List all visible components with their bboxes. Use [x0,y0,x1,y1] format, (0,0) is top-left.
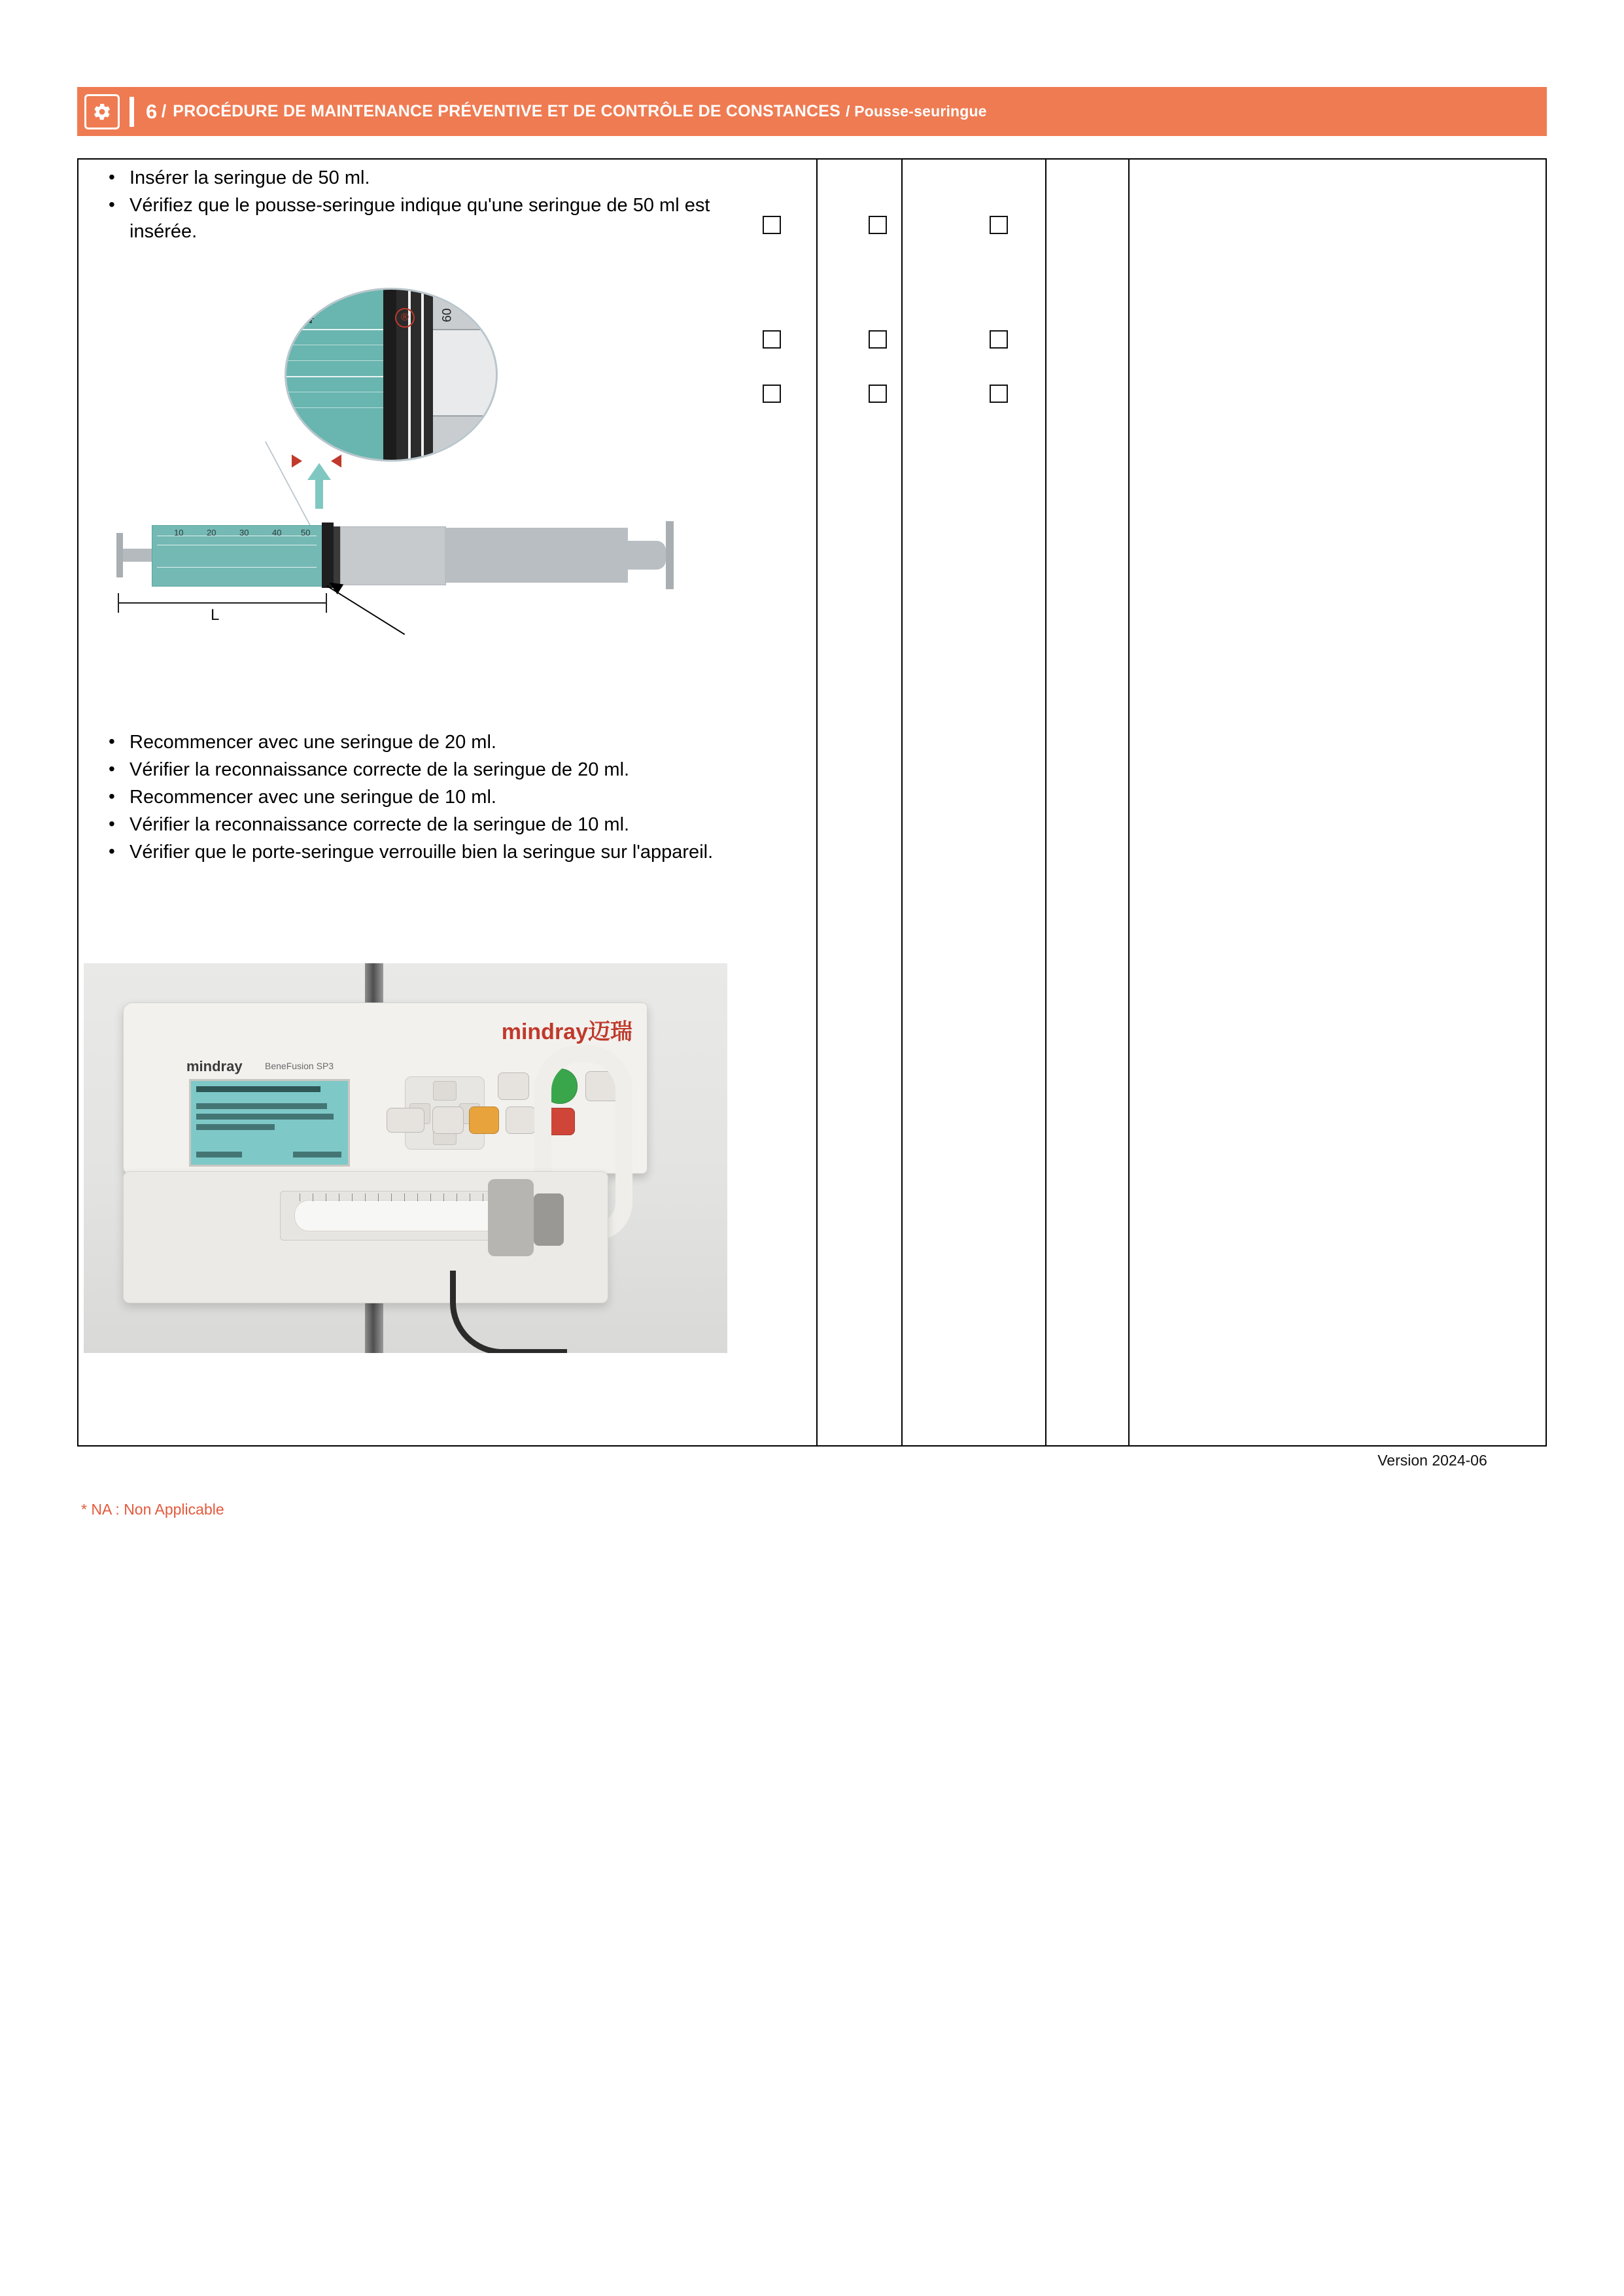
header-subtitle: / Pousse-seuringue [846,103,987,120]
checkbox-nonconform-row2[interactable] [869,330,887,349]
plunger-flange [116,533,123,577]
zoom-tick [286,360,383,361]
barrel-number: 30 [239,528,249,538]
header-divider [130,97,134,127]
barrel-number: 10 [174,528,184,538]
syringe-outer-body [445,528,628,583]
zoom-grey-inner [433,329,496,417]
clear-button[interactable] [432,1106,464,1134]
alignment-marker-right-icon [331,454,341,468]
plunger-seal-secondary [334,526,340,584]
dimension-label: L [211,606,220,624]
syringe-diagram-figure [111,288,700,667]
screen-text-line [196,1124,275,1130]
bullet-list-two [98,729,726,865]
menu-button[interactable] [506,1106,536,1134]
screen-text-line [196,1114,334,1120]
column-divider-4 [1128,160,1130,1445]
pointer-line [326,585,405,635]
list-item: • Vérifier la reconnaissance correcte de la seringue de 20 ml. [98,757,726,783]
checkbox-na-row2[interactable] [990,330,1008,349]
gear-icon [84,94,120,129]
barrel-number: 50 [301,528,311,538]
list-item: • Vérifier la reconnaissance correcte de la seringue de 10 ml. [98,812,726,838]
na-legend: * NA : Non Applicable [81,1501,224,1518]
list-item: • Insérer la seringue de 50 ml. [98,165,726,191]
pump-model-label: BeneFusion SP3 [265,1061,334,1071]
section-number: 6 [146,99,158,123]
syringe-pump-photo [84,963,727,1353]
checkbox-na-row1[interactable] [990,216,1008,234]
checkbox-na-row3[interactable] [990,385,1008,403]
bullet-list-one [98,165,726,245]
checkbox-conform-row2[interactable] [763,330,781,349]
zoom-plunger-stripe [421,290,424,460]
syringe-tip [628,541,666,570]
screen-footer-right [293,1152,341,1157]
dimension-cap-left [118,593,119,613]
dimension-cap-right [326,593,327,613]
zoom-plunger-seal [383,290,396,460]
list-item: • Vérifier que le porte-seringue verrouille bien la seringue sur l'appareil. [98,839,726,865]
list-item: • Recommencer avec une seringue de 20 ml. [98,729,726,755]
pump-brand-label: mindray [186,1058,243,1074]
section-header-banner [77,87,1547,136]
loaded-syringe-barrel [294,1200,511,1231]
zoom-tick [286,329,383,330]
arrow-up-icon [307,463,331,480]
syringe-side-view [111,507,700,631]
column-divider-3 [1045,160,1046,1445]
zoom-tick [286,407,383,408]
pump-logo-cn: 迈瑞 [588,1019,632,1044]
pump-display-screen [189,1079,350,1167]
document-version: Version 2024-06 [1377,1452,1487,1469]
header-separator: / [161,101,167,121]
silence-button[interactable] [498,1072,529,1100]
power-cable [450,1271,567,1353]
checkbox-nonconform-row3[interactable] [869,385,887,403]
column-divider-2 [901,160,903,1445]
zoom-scale-label: 40 [303,309,317,324]
zoom-tick [286,376,383,377]
header-badge [77,87,127,136]
pump-upper-housing [123,1002,648,1174]
syringe-zoom-detail [285,288,498,462]
ok-button[interactable] [387,1108,424,1133]
checkbox-conform-row1[interactable] [763,216,781,234]
header-title: PROCÉDURE DE MAINTENANCE PRÉVENTIVE ET DE CONTRÔLE DE CONSTANCES [173,102,841,120]
arrow-stem [315,479,323,509]
zoom-scale-label: 60 [440,308,455,322]
syringe-clamp-secondary [534,1193,564,1246]
column-divider-1 [816,160,818,1445]
barrel-number: 20 [207,528,216,538]
screen-text-line [196,1086,320,1092]
bolus-button[interactable] [469,1106,499,1134]
pump-logo-text: mindray [501,1019,588,1044]
list-item: • Recommencer avec une seringue de 10 ml. [98,784,726,810]
checkbox-nonconform-row1[interactable] [869,216,887,234]
checkbox-conform-row3[interactable] [763,385,781,403]
screen-text-line [196,1103,327,1109]
dimension-line [118,602,327,604]
alignment-marker-left-icon [292,454,302,468]
pump-brand-logo [502,1014,632,1046]
screen-footer-left [196,1152,242,1157]
instructions-block-one [98,165,726,246]
list-item: • Vérifiez que le pousse-seringue indique qu'une seringue de 50 ml est insérée. [98,192,726,245]
syringe-empty-section [340,526,446,585]
arrow-up-icon[interactable] [433,1081,457,1101]
syringe-finger-flange [666,521,674,589]
zoom-teal-fluid [286,290,383,460]
syringe-clamp [488,1179,534,1256]
plunger-rod [123,549,152,562]
instructions-block-two [98,729,726,866]
zoom-marker-icon: ® [395,308,415,328]
barrel-number: 40 [272,528,282,538]
slot-scale [300,1193,509,1204]
barrel-scale-line [157,567,317,568]
